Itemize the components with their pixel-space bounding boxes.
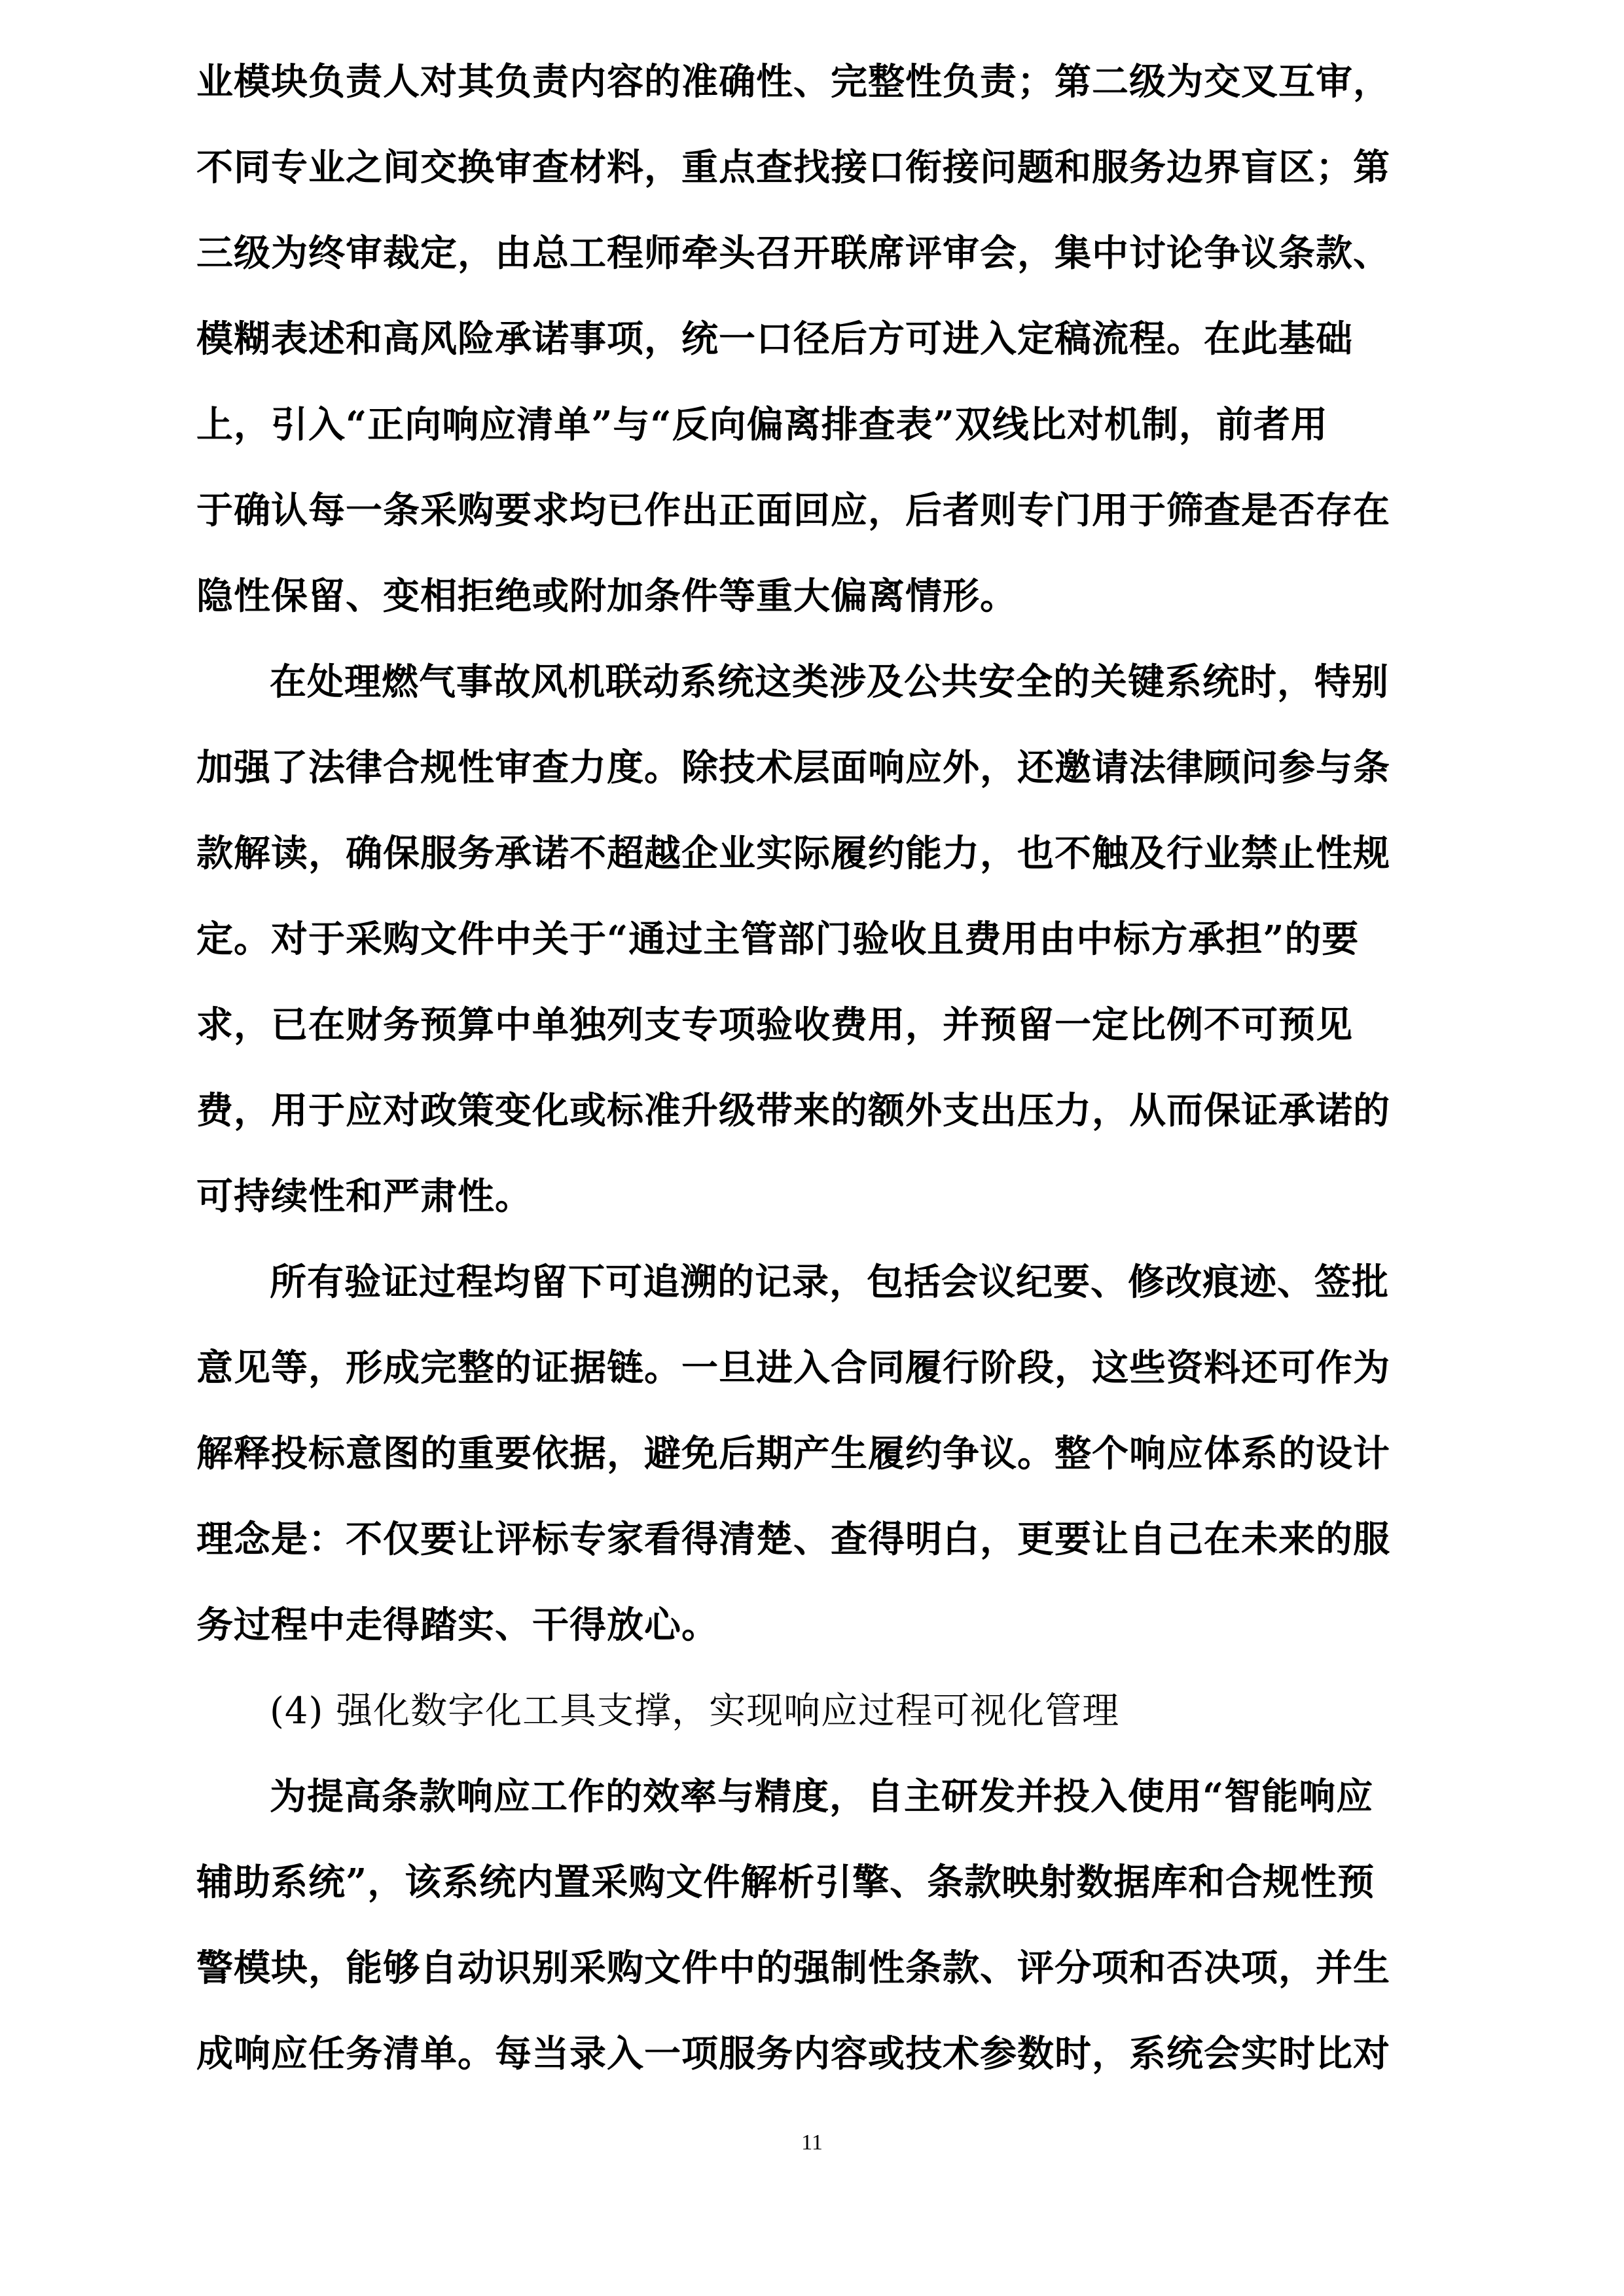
paragraph-4-line: 警模块，能够自动识别采购文件中的强制性条款、评分项和否决项，并生 xyxy=(196,1946,1390,1990)
paragraph-1-line: 业模块负责人对其负责内容的准确性、完整性负责；第二级为交叉互审， xyxy=(196,60,1390,103)
paragraph-2-line: 加强了法律合规性审查力度。除技术层面响应外，还邀请法律顾问参与条 xyxy=(196,746,1390,789)
paragraph-4-line: 辅助系统”，该系统内置采购文件解析引擎、条款映射数据库和合规性预 xyxy=(196,1861,1375,1904)
paragraph-3-line: 理念是：不仅要让评标专家看得清楚、查得明白，更要让自己在未来的服 xyxy=(196,1518,1390,1561)
section-heading: (4) 强化数字化工具支撑，实现响应过程可视化管理 xyxy=(270,1690,1120,1732)
paragraph-2-line: 可持续性和严肃性。 xyxy=(196,1175,532,1218)
paragraph-4-line: 成响应任务清单。每当录入一项服务内容或技术参数时，系统会实时比对 xyxy=(196,2032,1390,2075)
paragraph-2-line: 在处理燃气事故风机联动系统这类涉及公共安全的关键系统时，特别 xyxy=(270,660,1389,704)
paragraph-1-line: 不同专业之间交换审查材料，重点查找接口衔接问题和服务边界盲区；第 xyxy=(196,146,1390,189)
paragraph-2-line: 求，已在财务预算中单独列支专项验收费用，并预留一定比例不可预见 xyxy=(196,1003,1353,1047)
page-number: 11 xyxy=(801,2130,823,2155)
paragraph-2-line: 款解读，确保服务承诺不超越企业实际履约能力，也不触及行业禁止性规 xyxy=(196,832,1390,875)
paragraph-3-line: 所有验证过程均留下可追溯的记录，包括会议纪要、修改痕迹、签批 xyxy=(270,1261,1389,1304)
paragraph-2-line: 定。对于采购文件中关于“通过主管部门验收且费用由中标方承担”的要 xyxy=(196,918,1360,961)
paragraph-1-line: 隐性保留、变相拒绝或附加条件等重大偏离情形。 xyxy=(196,575,1017,618)
paragraph-4-line: 为提高条款响应工作的效率与精度，自主研发并投入使用“智能响应 xyxy=(270,1775,1374,1818)
paragraph-1-line: 上，引入“正向响应清单”与“反向偏离排查表”双线比对机制，前者用 xyxy=(196,403,1328,446)
paragraph-1-line: 模糊表述和高风险承诺事项，统一口径后方可进入定稿流程。在此基础 xyxy=(196,317,1353,361)
paragraph-1-line: 于确认每一条采购要求均已作出正面回应，后者则专门用于筛查是否存在 xyxy=(196,489,1390,532)
body-text xyxy=(196,39,1435,2097)
paragraph-3-line: 务过程中走得踏实、干得放心。 xyxy=(196,1604,719,1647)
paragraph-3-line: 解释投标意图的重要依据，避免后期产生履约争议。整个响应体系的设计 xyxy=(196,1432,1390,1475)
paragraph-3-line: 意见等，形成完整的证据链。一旦进入合同履行阶段，这些资料还可作为 xyxy=(196,1346,1390,1390)
paragraph-1-line: 三级为终审裁定，由总工程师牵头召开联席评审会，集中讨论争议条款、 xyxy=(196,232,1390,275)
paragraph-2-line: 费，用于应对政策变化或标准升级带来的额外支出压力，从而保证承诺的 xyxy=(196,1089,1390,1132)
